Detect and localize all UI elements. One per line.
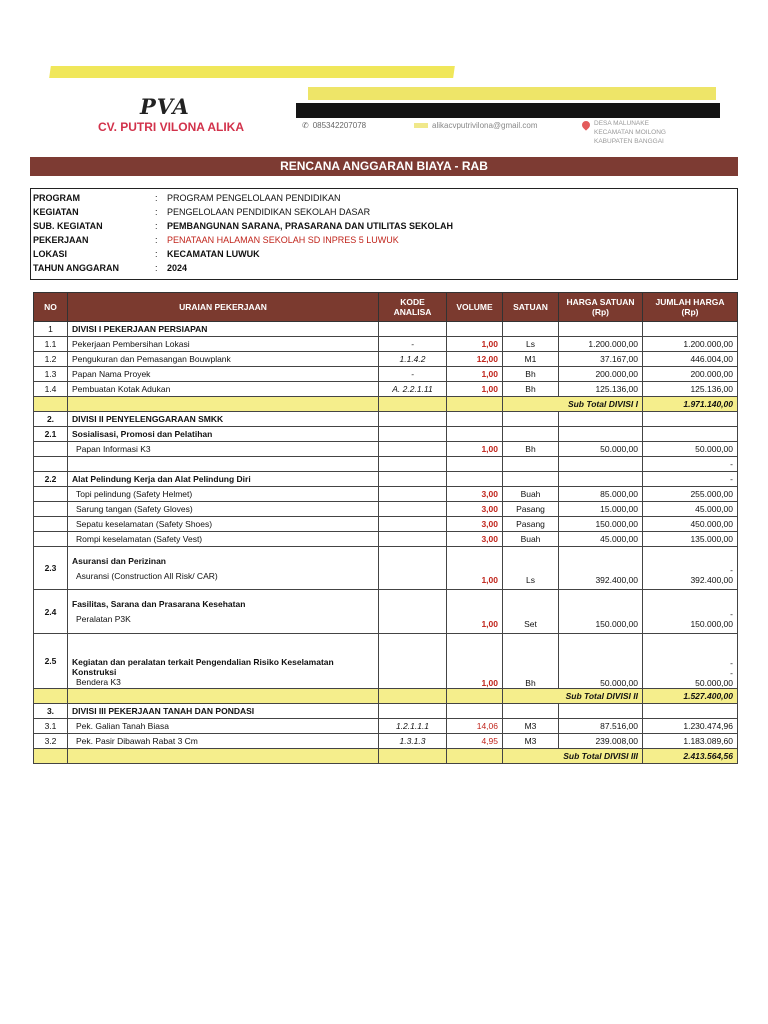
header-black-stripe [296, 103, 720, 118]
col-header-jumlah: JUMLAH HARGA (Rp) [643, 293, 738, 322]
location-pin-icon [580, 119, 591, 130]
table-row: 3.2 Pek. Pasir Dibawah Rabat 3 Cm 1.3.1.3 4,95 M3 239.008,00 1.183.089,60 [34, 734, 738, 749]
info-label: PEKERJAAN [33, 235, 89, 245]
info-label: PROGRAM [33, 193, 80, 203]
info-value: 2024 [167, 263, 188, 273]
contact-phone [302, 121, 366, 130]
company-logo: PVA [140, 94, 190, 119]
section-block: 2.5 Kegiatan dan peralatan terkait Pengendalian Risiko Keselamatan Konstruksi Bendera K3 1,00 Bh 50.000,00 - - 50.000,00 [34, 634, 738, 689]
email-address: alikacvputrivilona@gmail.com [432, 121, 538, 130]
email-icon [414, 123, 428, 128]
phone-icon: ✆ [302, 121, 309, 130]
table-row: Papan Informasi K3 1,00 Bh 50.000,00 50.000,00 [34, 442, 738, 457]
item-desc: Bendera K3 [76, 677, 121, 687]
table-header-row [34, 293, 738, 322]
project-info-box: PROGRAM : PROGRAM PENGELOLAAN PENDIDIKAN KEGIATAN : PENGELOLAAN PENDIDIKAN SEKOLAH DASAR SUB. KEGIATAN : PEMBANGUNAN SARANA, PRASARANA DAN UTILITAS SEKOLAH PEKERJAAN : PENATAAN HALAMAN SEKOLAH SD INPRES 5 LUWUK LOKASI : KECAMATAN LUWUK TAHUN ANGGARAN : 2024 [30, 188, 738, 280]
section-row: 2.2 Alat Pelindung Kerja dan Alat Pelindung Diri - [34, 472, 738, 487]
table-row: 1.2 Pengukuran dan Pemasangan Bouwplank 1.1.4.2 12,00 M1 37.167,00 446.004,00 [34, 352, 738, 367]
section-title: Asuransi dan Perizinan [72, 555, 166, 566]
section-block: 2.3 Asuransi dan Perizinan Asuransi (Construction All Risk/ CAR) 1,00 Ls 392.400,00 - 392.400,00 [34, 547, 738, 590]
section-title: Fasilitas, Sarana dan Prasarana Kesehatan [72, 599, 246, 609]
address-line: DESA MALUNAKE [594, 120, 649, 127]
table-row: 3.1 Pek. Galian Tanah Biasa 1.2.1.1.1 14,06 M3 87.516,00 1.230.474,96 [34, 719, 738, 734]
table-row: Sarung tangan (Safety Gloves) 3,00 Pasang 15.000,00 45.000,00 [34, 502, 738, 517]
table-row: Rompi keselamatan (Safety Vest) 3,00 Buah 45.000,00 135.000,00 [34, 532, 738, 547]
table-row: 1.4 Pembuatan Kotak Adukan A. 2.2.1.11 1,00 Bh 125.136,00 125.136,00 [34, 382, 738, 397]
division-row: 3. DIVISI III PEKERJAAN TANAH DAN PONDASI [34, 704, 738, 719]
subtotal-row: Sub Total DIVISI I 1.971.140,00 [34, 397, 738, 412]
info-value: PROGRAM PENGELOLAAN PENDIDIKAN [167, 193, 341, 203]
contact-address [582, 119, 666, 146]
col-header-volume: VOLUME [447, 293, 503, 322]
division-row: 2. DIVISI II PENYELENGGARAAN SMKK [34, 412, 738, 427]
section-title: Kegiatan dan peralatan terkait Pengendalian Risiko Keselamatan [72, 657, 334, 667]
header-yellow-stripe [49, 66, 455, 78]
company-name: CV. PUTRI VILONA ALIKA [98, 120, 245, 134]
info-value: KECAMATAN LUWUK [167, 249, 260, 259]
address-line: KABUPATEN BANGGAI [594, 138, 664, 145]
section-title: Konstruksi [72, 667, 117, 677]
info-label: TAHUN ANGGARAN [33, 263, 119, 273]
table-row: 1.1 Pekerjaan Pembersihan Lokasi - 1,00 Ls 1.200.000,00 1.200.000,00 [34, 337, 738, 352]
phone-number: 085342207078 [312, 121, 367, 130]
col-header-no: NO [34, 293, 68, 322]
table-row: - [34, 457, 738, 472]
info-label: LOKASI [33, 249, 68, 259]
col-header-uraian: URAIAN PEKERJAAN [68, 293, 379, 322]
rab-table [33, 292, 738, 764]
section-row: 2.1 Sosialisasi, Promosi dan Pelatihan [34, 427, 738, 442]
info-label: KEGIATAN [33, 207, 79, 217]
item-desc: Peralatan P3K [76, 614, 131, 624]
info-value: PEMBANGUNAN SARANA, PRASARANA DAN UTILITAS SEKOLAH [167, 221, 454, 231]
table-row: Topi pelindung (Safety Helmet) 3,00 Buah 85.000,00 255.000,00 [34, 487, 738, 502]
table-row: 1.3 Papan Nama Proyek - 1,00 Bh 200.000,00 200.000,00 [34, 367, 738, 382]
col-header-harga: HARGA SATUAN (Rp) [559, 293, 643, 322]
address-line: KECAMATAN MOILONG [594, 129, 666, 136]
division-row: 1 DIVISI I PEKERJAAN PERSIAPAN [34, 322, 738, 337]
subtotal-row: Sub Total DIVISI II 1.527.400,00 [34, 689, 738, 704]
subtotal-row: Sub Total DIVISI III 2.413.564,56 [34, 749, 738, 764]
table-row: Sepatu keselamatan (Safety Shoes) 3,00 Pasang 150.000,00 450.000,00 [34, 517, 738, 532]
info-label: SUB. KEGIATAN [33, 221, 103, 231]
info-value: PENGELOLAAN PENDIDIKAN SEKOLAH DASAR [167, 207, 371, 217]
col-header-kode: KODE ANALISA [379, 293, 447, 322]
contact-email [414, 121, 538, 130]
col-header-satuan: SATUAN [503, 293, 559, 322]
header-yellow-stripe-2 [308, 87, 716, 100]
document-title: RENCANA ANGGARAN BIAYA - RAB [30, 157, 738, 176]
section-block: 2.4 Fasilitas, Sarana dan Prasarana Kesehatan Peralatan P3K 1,00 Set 150.000,00 - 150.000,00 [34, 590, 738, 634]
item-desc: Asuransi (Construction All Risk/ CAR) [76, 570, 218, 581]
info-value: PENATAAN HALAMAN SEKOLAH SD INPRES 5 LUWUK [167, 235, 399, 245]
